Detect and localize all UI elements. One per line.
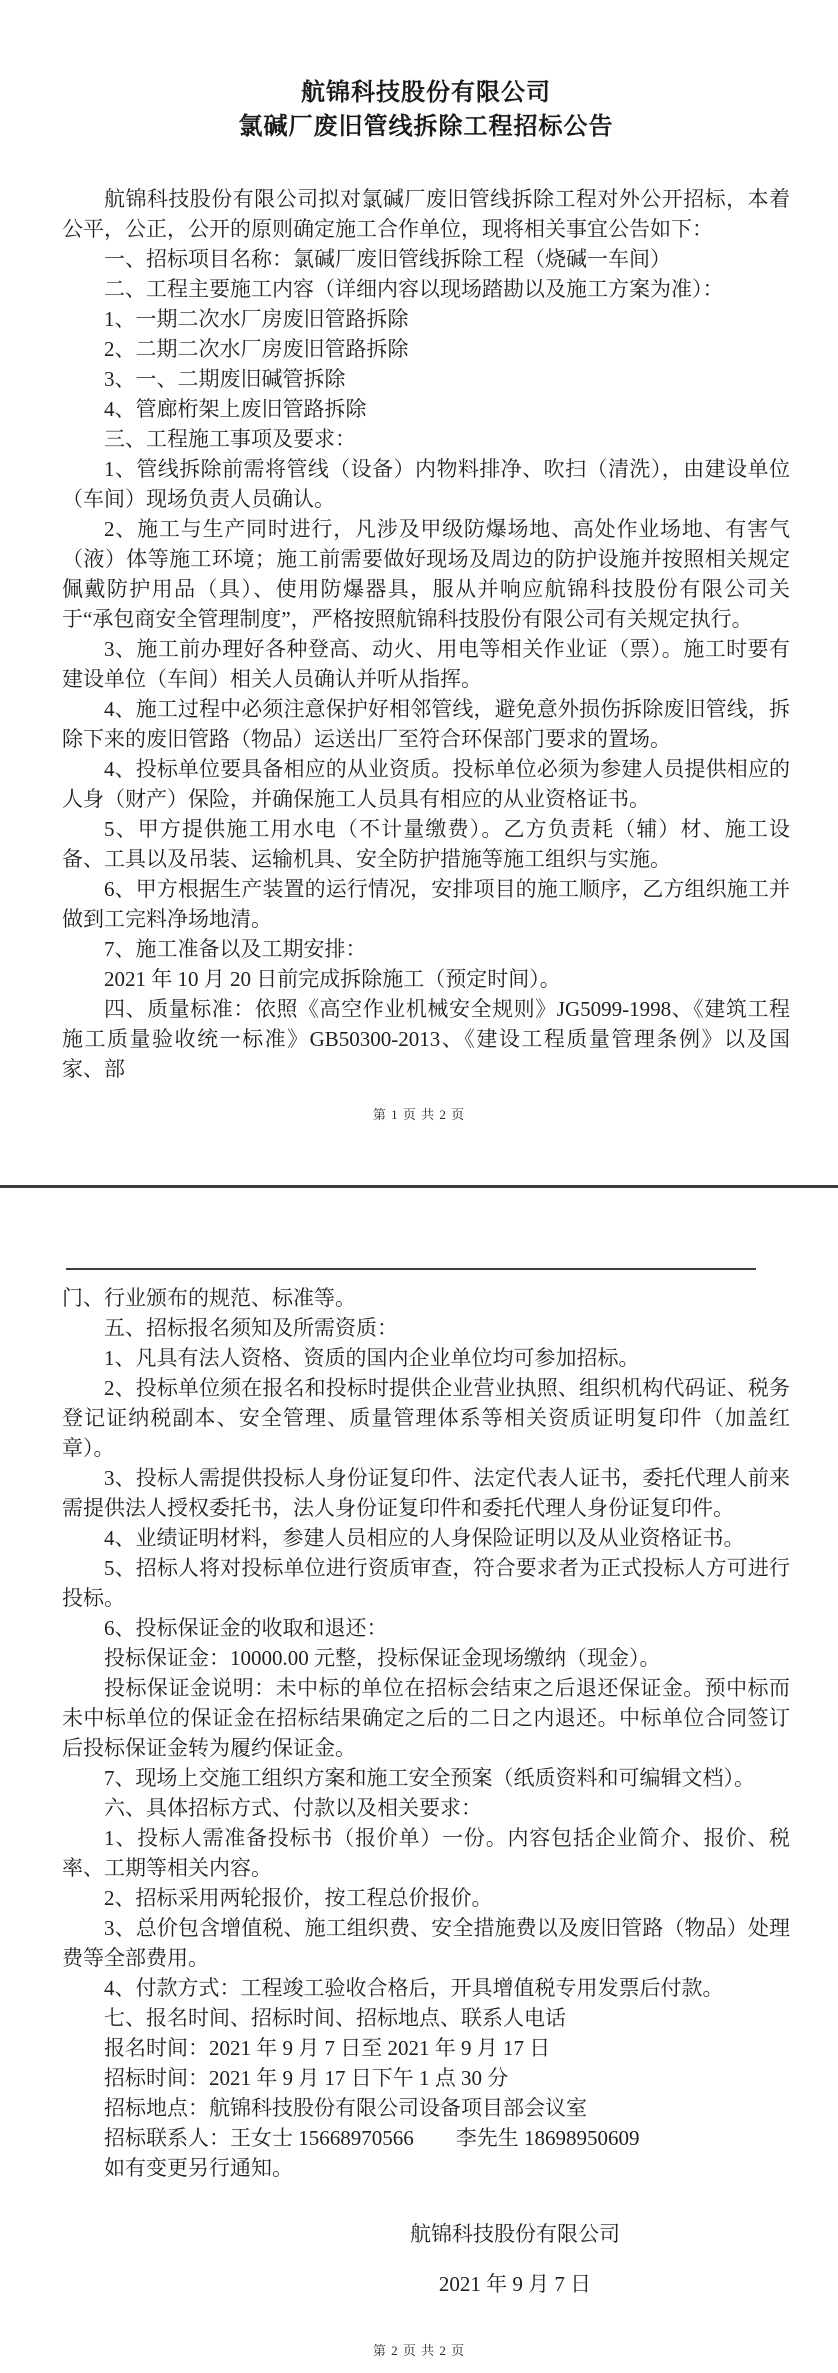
paragraph: 如有变更另行通知。: [104, 2156, 293, 2180]
paragraph: 3、施工前办理好各种登高、动火、用电等相关作业证（票）。施工时要有建设单位（车间）相关人员确认并听从指挥。: [62, 637, 790, 691]
paragraph: 2、施工与生产同时进行，凡涉及甲级防爆场地、高处作业场地、有害气（液）体等施工环境；施工前需要做好现场及周边的防护设施并按照相关规定佩戴防护用品（具）、使用防爆器具，服从并响应航锦科技股份有限公司关于“承包商安全管理制度”，严格按照航锦科技股份有限公司有关规定执行。: [62, 517, 790, 631]
paragraph: 投标保证金：10000.00 元整，投标保证金现场缴纳（现金）。: [104, 1646, 661, 1670]
paragraph: 五、招标报名须知及所需资质：: [104, 1316, 398, 1340]
paragraph: 门、行业颁布的规范、标准等。: [62, 1286, 356, 1310]
page1-body: [62, 184, 790, 1084]
page2-top-rule: [66, 1268, 756, 1270]
page1-page-number: 第 1 页 共 2 页: [372, 1107, 466, 1122]
page2-page-number: 第 2 页 共 2 页: [372, 2343, 466, 2358]
paragraph: 3、投标人需提供投标人身份证复印件、法定代表人证书，委托代理人前来需提供法人授权委托书，法人身份证复印件和委托代理人身份证复印件。: [62, 1466, 790, 1520]
paragraph: 2、招标采用两轮报价，按工程总价报价。: [104, 1886, 493, 1910]
paragraph: 6、投标保证金的收取和退还：: [104, 1616, 388, 1640]
paragraph: 4、业绩证明材料，参建人员相应的人身保险证明以及从业资格证书。: [104, 1526, 745, 1550]
page-2: [0, 1188, 838, 2373]
page-1: [0, 0, 838, 1185]
paragraph: 5、甲方提供施工用水电（不计量缴费）。乙方负责耗（辅）材、施工设备、工具以及吊装、运输机具、安全防护措施等施工组织与实施。: [62, 817, 790, 871]
document-title-company: 航锦科技股份有限公司: [301, 80, 551, 106]
paragraph: 航锦科技股份有限公司拟对氯碱厂废旧管线拆除工程对外公开招标，本着公平，公正，公开的原则确定施工合作单位，现将相关事宜公告如下：: [62, 187, 790, 241]
paragraph: 1、一期二次水厂房废旧管路拆除: [104, 307, 409, 331]
paragraph: 4、投标单位要具备相应的从业资质。投标单位必须为参建人员提供相应的人身（财产）保险，并确保施工人员具有相应的从业资格证书。: [62, 757, 790, 811]
signature-date: 2021 年 9 月 7 日: [438, 2272, 592, 2296]
paragraph: 二、工程主要施工内容（详细内容以现场踏勘以及施工方案为准）：: [104, 277, 724, 301]
paragraph: 1、投标人需准备投标书（报价单）一份。内容包括企业简介、报价、税率、工期等相关内容。: [62, 1826, 790, 1880]
signature-company: 航锦科技股份有限公司: [410, 2222, 620, 2246]
paragraph: 6、甲方根据生产装置的运行情况，安排项目的施工顺序，乙方组织施工并做到工完料净场地清。: [62, 877, 790, 931]
paragraph: 1、管线拆除前需将管线（设备）内物料排净、吹扫（清洗），由建设单位（车间）现场负责人员确认。: [62, 457, 790, 511]
page2-body: [62, 1188, 790, 2183]
paragraph: 四、质量标准：依照《高空作业机械安全规则》JG5099-1998、《建筑工程施工质量验收统一标准》GB50300-2013、《建设工程质量管理条例》以及国家、部: [62, 997, 790, 1081]
paragraph: 2、投标单位须在报名和投标时提供企业营业执照、组织机构代码证、税务登记证纳税副本、安全管理、质量管理体系等相关资质证明复印件（加盖红章）。: [62, 1376, 790, 1460]
signature-block: [410, 2209, 620, 2309]
paragraph: 4、付款方式：工程竣工验收合格后，开具增值税专用发票后付款。: [104, 1976, 724, 2000]
paragraph: 2、二期二次水厂房废旧管路拆除: [104, 337, 409, 361]
paragraph: 招标地点：航锦科技股份有限公司设备项目部会议室: [104, 2096, 587, 2120]
paragraph: 三、工程施工事项及要求：: [104, 427, 356, 451]
paragraph: 1、凡具有法人资格、资质的国内企业单位均可参加招标。: [104, 1346, 640, 1370]
paragraph: 3、总价包含增值税、施工组织费、安全措施费以及废旧管路（物品）处理费等全部费用。: [62, 1916, 790, 1970]
paragraph: 3、一、二期废旧碱管拆除: [104, 367, 346, 391]
paragraph: 7、施工准备以及工期安排：: [104, 937, 367, 961]
paragraph: 报名时间：2021 年 9 月 7 日至 2021 年 9 月 17 日: [104, 2036, 551, 2060]
paragraph: 4、施工过程中必须注意保护好相邻管线，避免意外损伤拆除废旧管线，拆除下来的废旧管路（物品）运送出厂至符合环保部门要求的置场。: [62, 697, 790, 751]
paragraph: 七、报名时间、招标时间、招标地点、联系人电话: [104, 2006, 566, 2030]
paragraph: 招标联系人：王女士 15668970566 李先生 18698950609: [104, 2126, 640, 2150]
paragraph: 5、招标人将对投标单位进行资质审查，符合要求者为正式投标人方可进行投标。: [62, 1556, 790, 1610]
paragraph: 4、管廊桁架上废旧管路拆除: [104, 397, 367, 421]
paragraph: 2021 年 10 月 20 日前完成拆除施工（预定时间）。: [104, 967, 561, 991]
document-title-subject: 氯碱厂废旧管线拆除工程招标公告: [238, 114, 614, 140]
paragraph: 六、具体招标方式、付款以及相关要求：: [104, 1796, 482, 1820]
paragraph: 一、招标项目名称：氯碱厂废旧管线拆除工程（烧碱一车间）: [104, 247, 671, 271]
paragraph: 招标时间：2021 年 9 月 17 日下午 1 点 30 分: [104, 2066, 509, 2090]
paragraph: 7、现场上交施工组织方案和施工安全预案（纸质资料和可编辑文档）。: [104, 1766, 755, 1790]
paragraph: 投标保证金说明：未中标的单位在招标会结束之后退还保证金。预中标而未中标单位的保证金在招标结果确定之后的二日之内退还。中标单位合同签订后投标保证金转为履约保证金。: [62, 1676, 790, 1760]
